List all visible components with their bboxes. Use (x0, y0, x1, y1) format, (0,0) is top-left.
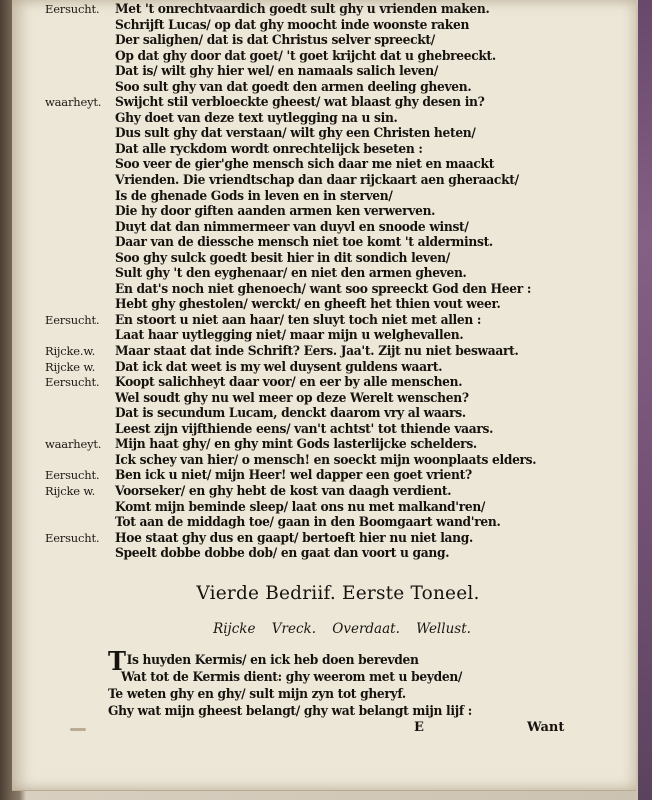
scene-line (108, 704, 573, 721)
verse-line (12, 64, 636, 80)
verse-line (12, 282, 636, 298)
verse-text: Soo ghy sulck goedt besit hier in dit sondich leven/ (115, 250, 450, 266)
verse-text: Swijcht stil verbloeckte gheest/ wat blaast ghy desen in? (115, 95, 485, 111)
verse-text: Soo sult ghy van dat goedt den armen deeling gheven. (115, 79, 472, 95)
verse-line (12, 189, 636, 205)
speaker-label: waarheyt. (45, 95, 102, 110)
verse-text: Met 't onrechtvaardich goedt sult ghy u vrienden maken. (115, 2, 490, 17)
verse-text: Der salighen/ dat is dat Christus selver spreeckt/ (115, 33, 435, 49)
verse-line (12, 235, 636, 251)
verse-line (12, 422, 636, 438)
verse-text: Hebt ghy ghestolen/ werckt/ en gheeft het thien vout weer. (115, 297, 501, 313)
verse-line (12, 453, 636, 469)
signature-mark: E (414, 720, 424, 735)
speaker-label: Eersucht. (45, 312, 100, 327)
verse-line (12, 297, 636, 313)
verse-text: Op dat ghy door dat goet/ 't goet krijcht dat u ghebreeckt. (115, 48, 496, 64)
verse-text: Sult ghy 't den eyghenaar/ en niet den armen gheven. (115, 266, 467, 282)
verse-line (12, 173, 636, 189)
character-list: Rijcke Vreck. Overdaat. Wellust. (213, 621, 471, 637)
verse-line (12, 391, 636, 407)
dialogue-block (12, 2, 636, 562)
verse-text: Voorseker/ en ghy hebt de kost van daagh verdient. (115, 483, 452, 499)
scene-line (108, 687, 573, 704)
verse-text: Daar van de diessche mensch niet toe komt 't alderminst. (115, 235, 493, 251)
verse-text: Ben ick u niet/ mijn Heer! wel dapper een goet vrient? (115, 468, 472, 484)
act-heading: Vierde Bedriif. Eerste Toneel. (196, 583, 480, 604)
scene-line-text: Te weten ghy en ghy/ sult mijn zyn tot gheryf. (108, 687, 406, 702)
verse-text: Tot aan de middagh toe/ gaan in den Boomgaart wand'ren. (115, 515, 501, 531)
verse-text: Die hy door giften aanden armen ken verwerven. (115, 204, 436, 220)
verse-text: Dus sult ghy dat verstaan/ wilt ghy een Christen heten/ (115, 126, 476, 142)
verse-text: Koopt salichheyt daar voor/ en eer by alle menschen. (115, 375, 463, 391)
verse-line (12, 111, 636, 127)
verse-line (12, 437, 636, 453)
verse-text: En stoort u niet aan haar/ ten sluyt toch niet met allen : (115, 312, 482, 328)
verse-text: Soo veer de gier'ghe mensch sich daar me niet en maackt (115, 157, 495, 173)
verse-line (12, 95, 636, 111)
verse-line (12, 375, 636, 391)
scene-line (108, 647, 573, 677)
speaker-label: Eersucht. (45, 2, 100, 16)
verse-text: Ghy doet van deze text uytlegging na u sin. (115, 110, 398, 126)
drop-cap: T (108, 647, 126, 677)
verse-line (12, 126, 636, 142)
verse-text: Mijn haat ghy/ en ghy mint Gods lasterlijcke schelders. (115, 437, 477, 453)
verse-text: Laat haar uytlegging niet/ maar mijn u welghevallen. (115, 328, 464, 344)
speaker-label: Rijcke.w. (45, 344, 96, 359)
scene-line-text: Wat tot de Kermis dient: ghy weerom met u beyden/ (121, 670, 463, 685)
verse-line (12, 313, 636, 329)
verse-text: Speelt dobbe dobbe dob/ en gaat dan voort u gang. (115, 546, 450, 562)
verse-line (12, 157, 636, 173)
verse-text: Hoe staat ghy dus en gaapt/ bertoeft hier nu niet lang. (115, 530, 473, 546)
speaker-label: Eersucht. (45, 375, 100, 390)
verse-text: Duyt dat dan nimmermeer van duyvl en snoode winst/ (115, 219, 469, 235)
verse-line (12, 49, 636, 65)
verse-text: Ick schey van hier/ o mensch! en soeckt mijn woonplaats elders. (115, 452, 537, 468)
verse-line (12, 360, 636, 376)
speaker-label: Rijcke w. (45, 359, 96, 374)
verse-text: Vrienden. Die vriendtschap dan daar rijckaart aen gheraackt/ (115, 173, 519, 189)
verse-text: Is de ghenade Gods in leven en in sterven/ (115, 188, 393, 204)
catchword: Want (527, 720, 565, 735)
verse-line (12, 251, 636, 267)
verse-text: Maar staat dat inde Schrift? Eers. Jaa't. Zijt nu niet beswaart. (115, 344, 519, 360)
scene-line-text: Ghy wat mijn gheest belangt/ ghy wat belangt mijn lijf : (108, 704, 472, 719)
scene-line-text: Is huyden Kermis/ en ick heb doen berevden (126, 653, 419, 668)
scene-block (108, 647, 608, 721)
verse-text: Dat alle ryckdom wordt onrechtelijck beseten : (115, 141, 423, 157)
verse-text: Dat is secundum Lucam, denckt daarom vry al waars. (115, 406, 466, 422)
speaker-label: Eersucht. (45, 468, 100, 483)
verse-line (12, 266, 636, 282)
verse-text: Dat is/ wilt ghy hier wel/ en namaals salich leven/ (115, 64, 438, 80)
verse-line (12, 142, 636, 158)
verse-line (12, 406, 636, 422)
book-binding-edge (638, 0, 652, 800)
book-page (12, 0, 636, 791)
verse-text: Dat ick dat weet is my wel duysent guldens waart. (115, 359, 443, 375)
verse-line (12, 328, 636, 344)
verse-text: Schrijft Lucas/ op dat ghy moocht inde woonste raken (115, 17, 470, 33)
speaker-label: Eersucht. (45, 530, 100, 545)
verse-line (12, 204, 636, 220)
verse-text: Leest zijn vijfthiende eens/ van't achtst' tot thiende vaars. (115, 421, 494, 437)
verse-line (12, 468, 636, 484)
verse-line (12, 546, 636, 562)
verse-text: Wel soudt ghy nu wel meer op deze Werelt wenschen? (115, 390, 469, 406)
verse-line (12, 515, 636, 531)
verse-line (12, 18, 636, 34)
ink-smudge (70, 728, 86, 731)
speaker-label: waarheyt. (45, 437, 102, 452)
verse-line (12, 344, 636, 360)
verse-line (12, 33, 636, 49)
verse-line (12, 220, 636, 236)
verse-line (12, 484, 636, 500)
verse-text: En dat's noch niet ghenoech/ want soo spreeckt God den Heer : (115, 281, 532, 297)
verse-line (12, 531, 636, 547)
verse-line (12, 500, 636, 516)
speaker-label: Rijcke w. (45, 483, 96, 498)
verse-text: Komt mijn beminde sleep/ laat ons nu met malkand'ren/ (115, 499, 486, 515)
verse-line (12, 80, 636, 96)
scene-line (108, 670, 573, 687)
verse-line (12, 2, 636, 18)
